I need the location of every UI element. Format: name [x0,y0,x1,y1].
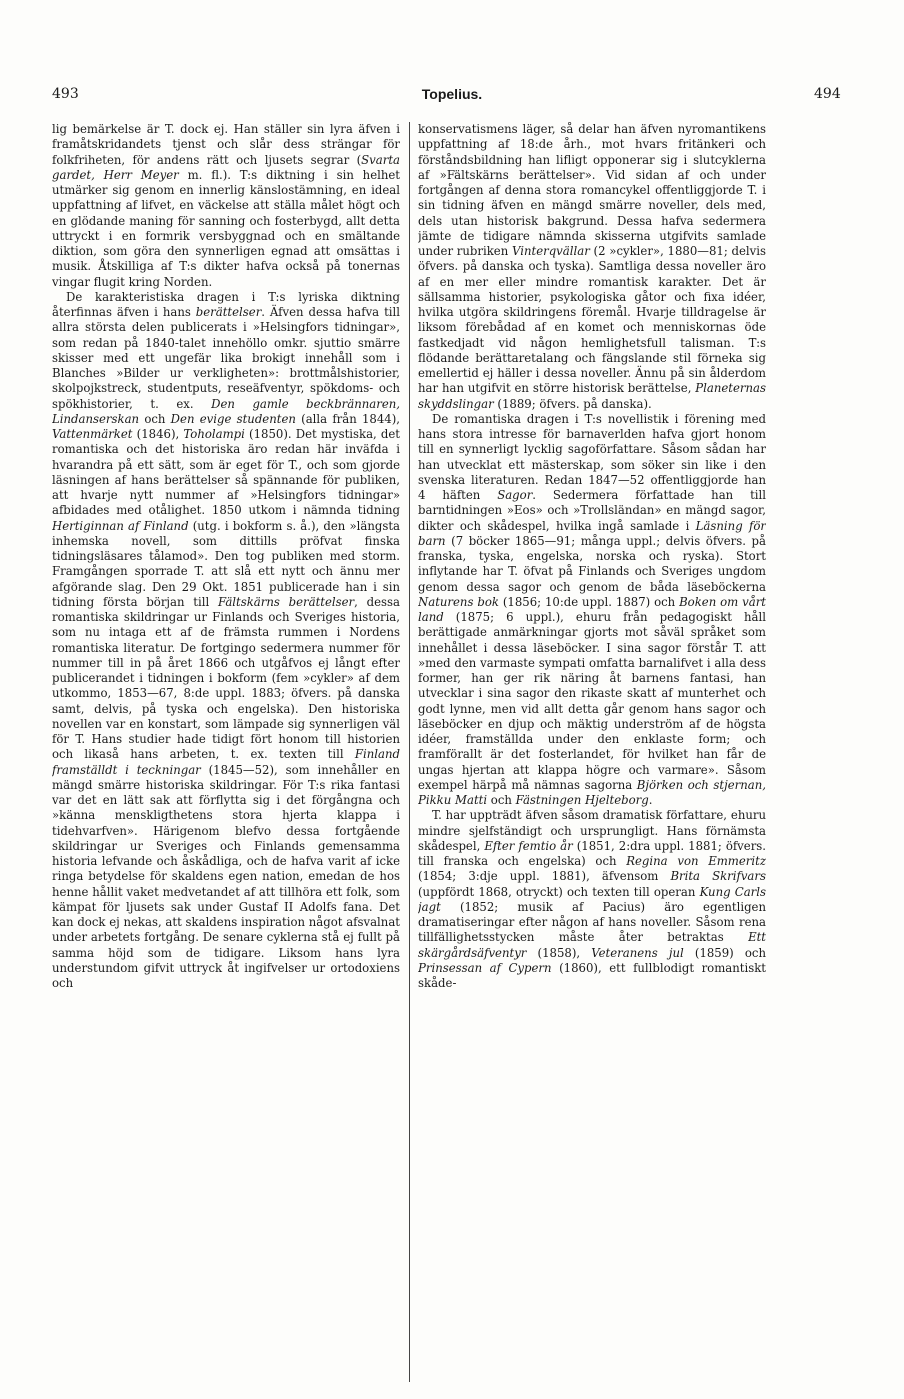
text-run: (1889; öfvers. på danska). [493,396,652,411]
text-run: (1858), [526,945,592,960]
text-run: (1845—52), som innehåller en mängd smärre historiska skildringar. För T:s rika fantasi var det en lätt sak att förflytta sig i det förgångna och »känna menskligthetens stora hjerta klappa i tidehvarfven». Härigenom blefvo dessa fortgående skildringar ur Sveriges och Finlands gemensamma historia lefvande och åskådliga, och de hafva varit af icke ringa betydelse för skaldens egen nation, emedan de hos henne hållit vaket medvetandet af att tillhöra ett folk, som kämpat för ljusets sak under Gustaf II Adolfs fana. Det kan dock ej nekas, att skaldens inspiration något afsvalnat under arbetets fortgång. De senare cyklerna stå ej fullt på samma höjd som de tidigare. Liksom hans lyra understundom gifvit uttryck åt ingifvelser ur ortodoxiens och [52,762,400,990]
text-run: (1860), ett fullblodigt romantiskt skåde- [418,960,766,990]
text-run: T. har uppträdt äfven såsom dramatisk författare, ehuru mindre sjelfständigt och ursprungligt. Hans förnämsta skådespel, [418,808,766,853]
italic-title: Björken och stjernan, Pikku Matti [418,777,766,807]
text-run: och [487,793,516,807]
italic-title: Efter femtio år [484,838,573,853]
text-run: . [648,793,653,807]
text-run: (alla från 1844), [295,411,400,426]
paragraph [52,290,400,992]
text-run: , dessa romantiska skildringar ur Finlands och Sveriges historia, som nu intaga ett af de främsta rummen i Nordens romantiska literatur. De fortgingo sedermera nummer för nummer till in på året 1866 och utgåfvos ej långt efter publicerandet i tidningen i bokform (fem »cykler» af dem utkommo, 1853—67, 8:de uppl. 1883; öfvers. på danska samt, delvis, på tyska och engelska). Den historiska novellen var en konstart, som lämpade sig synnerligen väl för T. Hans studier hade tidigt fört honom till historien och likaså hans arbeten, t. ex. texten till [52,594,400,762]
text-run: De karakteristiska dragen i T:s lyriska diktning återfinnas äfven i hans [52,289,400,319]
page-number-right: 494 [814,86,841,102]
text-run: lig bemärkelse är T. dock ej. Han ställer sin lyra äfven i framåtskridandets tjenst och slår dess strängar för folkfriheten, för andens rätt och ljusets segrar ( [52,122,400,167]
paragraph [418,412,766,809]
italic-title: Finland framställdt i teckningar [52,747,400,777]
italic-title: Kung Carls jagt [418,884,766,914]
italic-title: Svarta gardet, Herr Meyer [52,152,400,182]
text-run: (uppfördt 1868, otryckt) och texten till operan [418,884,700,899]
left-column [52,122,400,1382]
italic-title: Fästningen Hjelteborg [515,793,649,807]
italic-title: Prinsessan af Cypern [418,960,552,975]
italic-title: Sagor [497,488,533,502]
text-run: m. fl.). T:s diktning i sin helhet utmärker sig genom en innerlig känslostämning, en ideal uppfattning af lifvet, en väckelse att ställa målet högt och en glödande maning för sanning och fosterbygd, allt detta uttryckt i en formrik versbyggnad och en smältande diktion, som göra den synnerligen egnad att omsättas i musik. Åtskilliga af T:s dikter hafva också på tonernas vingar flugit kring Norden. [52,167,400,289]
italic-title: Den gamle beckbrännaren, Lindanserskan [52,396,400,426]
text-run: (2 »cykler», 1880—81; delvis öfvers. på danska och tyska). Samtliga dessa noveller äro af en mer eller mindre romantisk karakter. Det är sällsamma historier, psykologiska gåtor och fixa idéer, hvilka utgöra skildringens föremål. Hvarje tilldragelse är liksom förebådad af en komet och menniskornas öde fastkedjadt vid någon hemlighetsfull talisman. T:s flödande berättaretalang och fängslande stil förneka sig emellertid ej häller i dessa noveller. Ännu på sin ålderdom har han utgifvit en större historisk berättelse, [418,244,766,396]
text-run: (1846), [132,427,184,441]
text-run: De romantiska dragen i T:s novellistik i förening med hans stora intresse för barnaverlden hafva gjort honom till en synnerligt lycklig sagoförfattare. Såsom sådan har han utvecklat ett mästerskap, som söker sin like i den svenska literaturen. Redan 1847—52 offentliggjorde han 4 häften [418,411,766,502]
text-run: (1851, 2:dra uppl. 1881; öfvers. till franska och engelska) och [418,838,766,868]
text-run: (1852; musik af Pacius) äro egentligen dramatiseringar efter någon af hans noveller. Såsom rena tillfällighetsstycken måste åter betraktas [418,899,766,945]
italic-title: Ett skärgårdsäfventyr [418,930,766,960]
text-run: (7 böcker 1865—91; många uppl.; delvis öfvers. på franska, tyska, engelska, norska och ryska). Stort inflytande har T. öfvat på Finlands och Sveriges ungdom genom dessa sagor och genom de båda läseböckerna [418,533,766,594]
text-run: (1850). Det mystiska, det romantiska och det historiska äro redan här inväfda i hvarandra på ett sätt, som är eget för T., och som gjorde läsningen af hans berättelser så spännande för publiken, att hvarje nytt nummer af »Helsingfors tidningar» afbidades med otålighet. 1850 utkom i nämnda tidning [52,427,400,518]
italic-title: Planeternas skyddslingar [418,381,766,411]
italic-title: Naturens bok [418,594,499,609]
text-run: . Äfven dessa hafva till allra största delen publicerats i »Helsingfors tidningar», som redan på 1840-talet innehöllo omkr. sjuttio smärre skisser med ett ungefär lika brokigt innehåll som i Blanches »Bilder ur verkligheten»: brottmålshistorier, skolpojkstreck, studentputs, reseäfventyr, spökdoms- och spökhistorier, t. ex. [52,305,400,411]
text-run: (utg. i bokform s. å.), den »längsta inhemska novell, som dittills pröfvat finska tidningsläsares tålamod». Den tog publiken med storm. Framgången sporrade T. att slå ett nytt och ännu mer afgörande slag. Den 29 Okt. 1851 publicerade han i sin tidning första början till [52,518,400,609]
running-title: Topelius. [421,86,483,102]
text-run: (1854; 3:dje uppl. 1881), äfvensom [418,869,671,884]
italic-title: Veteranens jul [591,945,684,960]
text-run: (1859) och [683,945,766,960]
italic-title: berättelser [195,305,262,319]
text-run: och [139,411,171,426]
right-column [418,122,766,1382]
paragraph [418,122,766,412]
text-run: (1856; 10:de uppl. 1887) och [498,594,680,609]
page-header [0,86,904,108]
italic-title: Vattenmärket [52,427,133,441]
text-run: (1875; 6 uppl.), ehuru från pedagogiskt håll berättigade anmärkningar gjorts mot såväl språket som innehållet i dessa läseböcker. I sina sagor förstår T. att »med den varmaste sympati omfatta barnalifvet i alla dess former, han ger rik näring åt barnens fantasi, han utvecklar i sina sagor den rikaste skatt af munterhet och godt lynne, men vid allt detta går genom hans sagor och läseböcker en djup och mäktig underström af de högsta idéer, framställda under den enklaste form; och framförallt är det fosterlandet, för hvilket han får de ungas hjertan att klappa högre och varmare». Såsom exempel härpå må nämnas sagorna [418,610,766,792]
paragraph [52,122,400,290]
italic-title: Boken om vårt land [418,594,766,624]
page-number-left: 493 [52,86,79,102]
italic-title: Toholampi [183,427,245,441]
text-run: . Sedermera författade han till barntidningen »Eos» och »Trollsländan» en mängd sagor, dikter och skådespel, hvilka ingå samlade i [418,488,766,533]
italic-title: Brita Skrifvars [670,869,766,884]
italic-title: Vinterqvällar [512,244,590,258]
italic-title: Regina von Emmeritz [626,854,766,868]
italic-title: Fältskärns berättelser [218,594,355,609]
italic-title: Den evige studenten [170,411,296,426]
paragraph [418,808,766,991]
italic-title: Läsning för barn [418,518,766,548]
column-divider [409,122,410,1382]
text-run: konservatismens läger, så delar han äfven nyromantikens uppfattning af 18:de årh., mot hvars fritänkeri och förståndsbildning han lifligt opponerar sig i slutcyklerna af »Fältskärns berättelser». Vid sidan af och under fortgången af denna stora romancykel offentliggjorde T. i sin tidning äfven en mängd smärre noveller, dels med, dels utan historisk bakgrund. Dessa hafva sedermera jämte de tidigare nämnda skisserna utgifvits samlade under rubriken [418,122,766,258]
italic-title: Hertiginnan af Finland [52,518,189,533]
